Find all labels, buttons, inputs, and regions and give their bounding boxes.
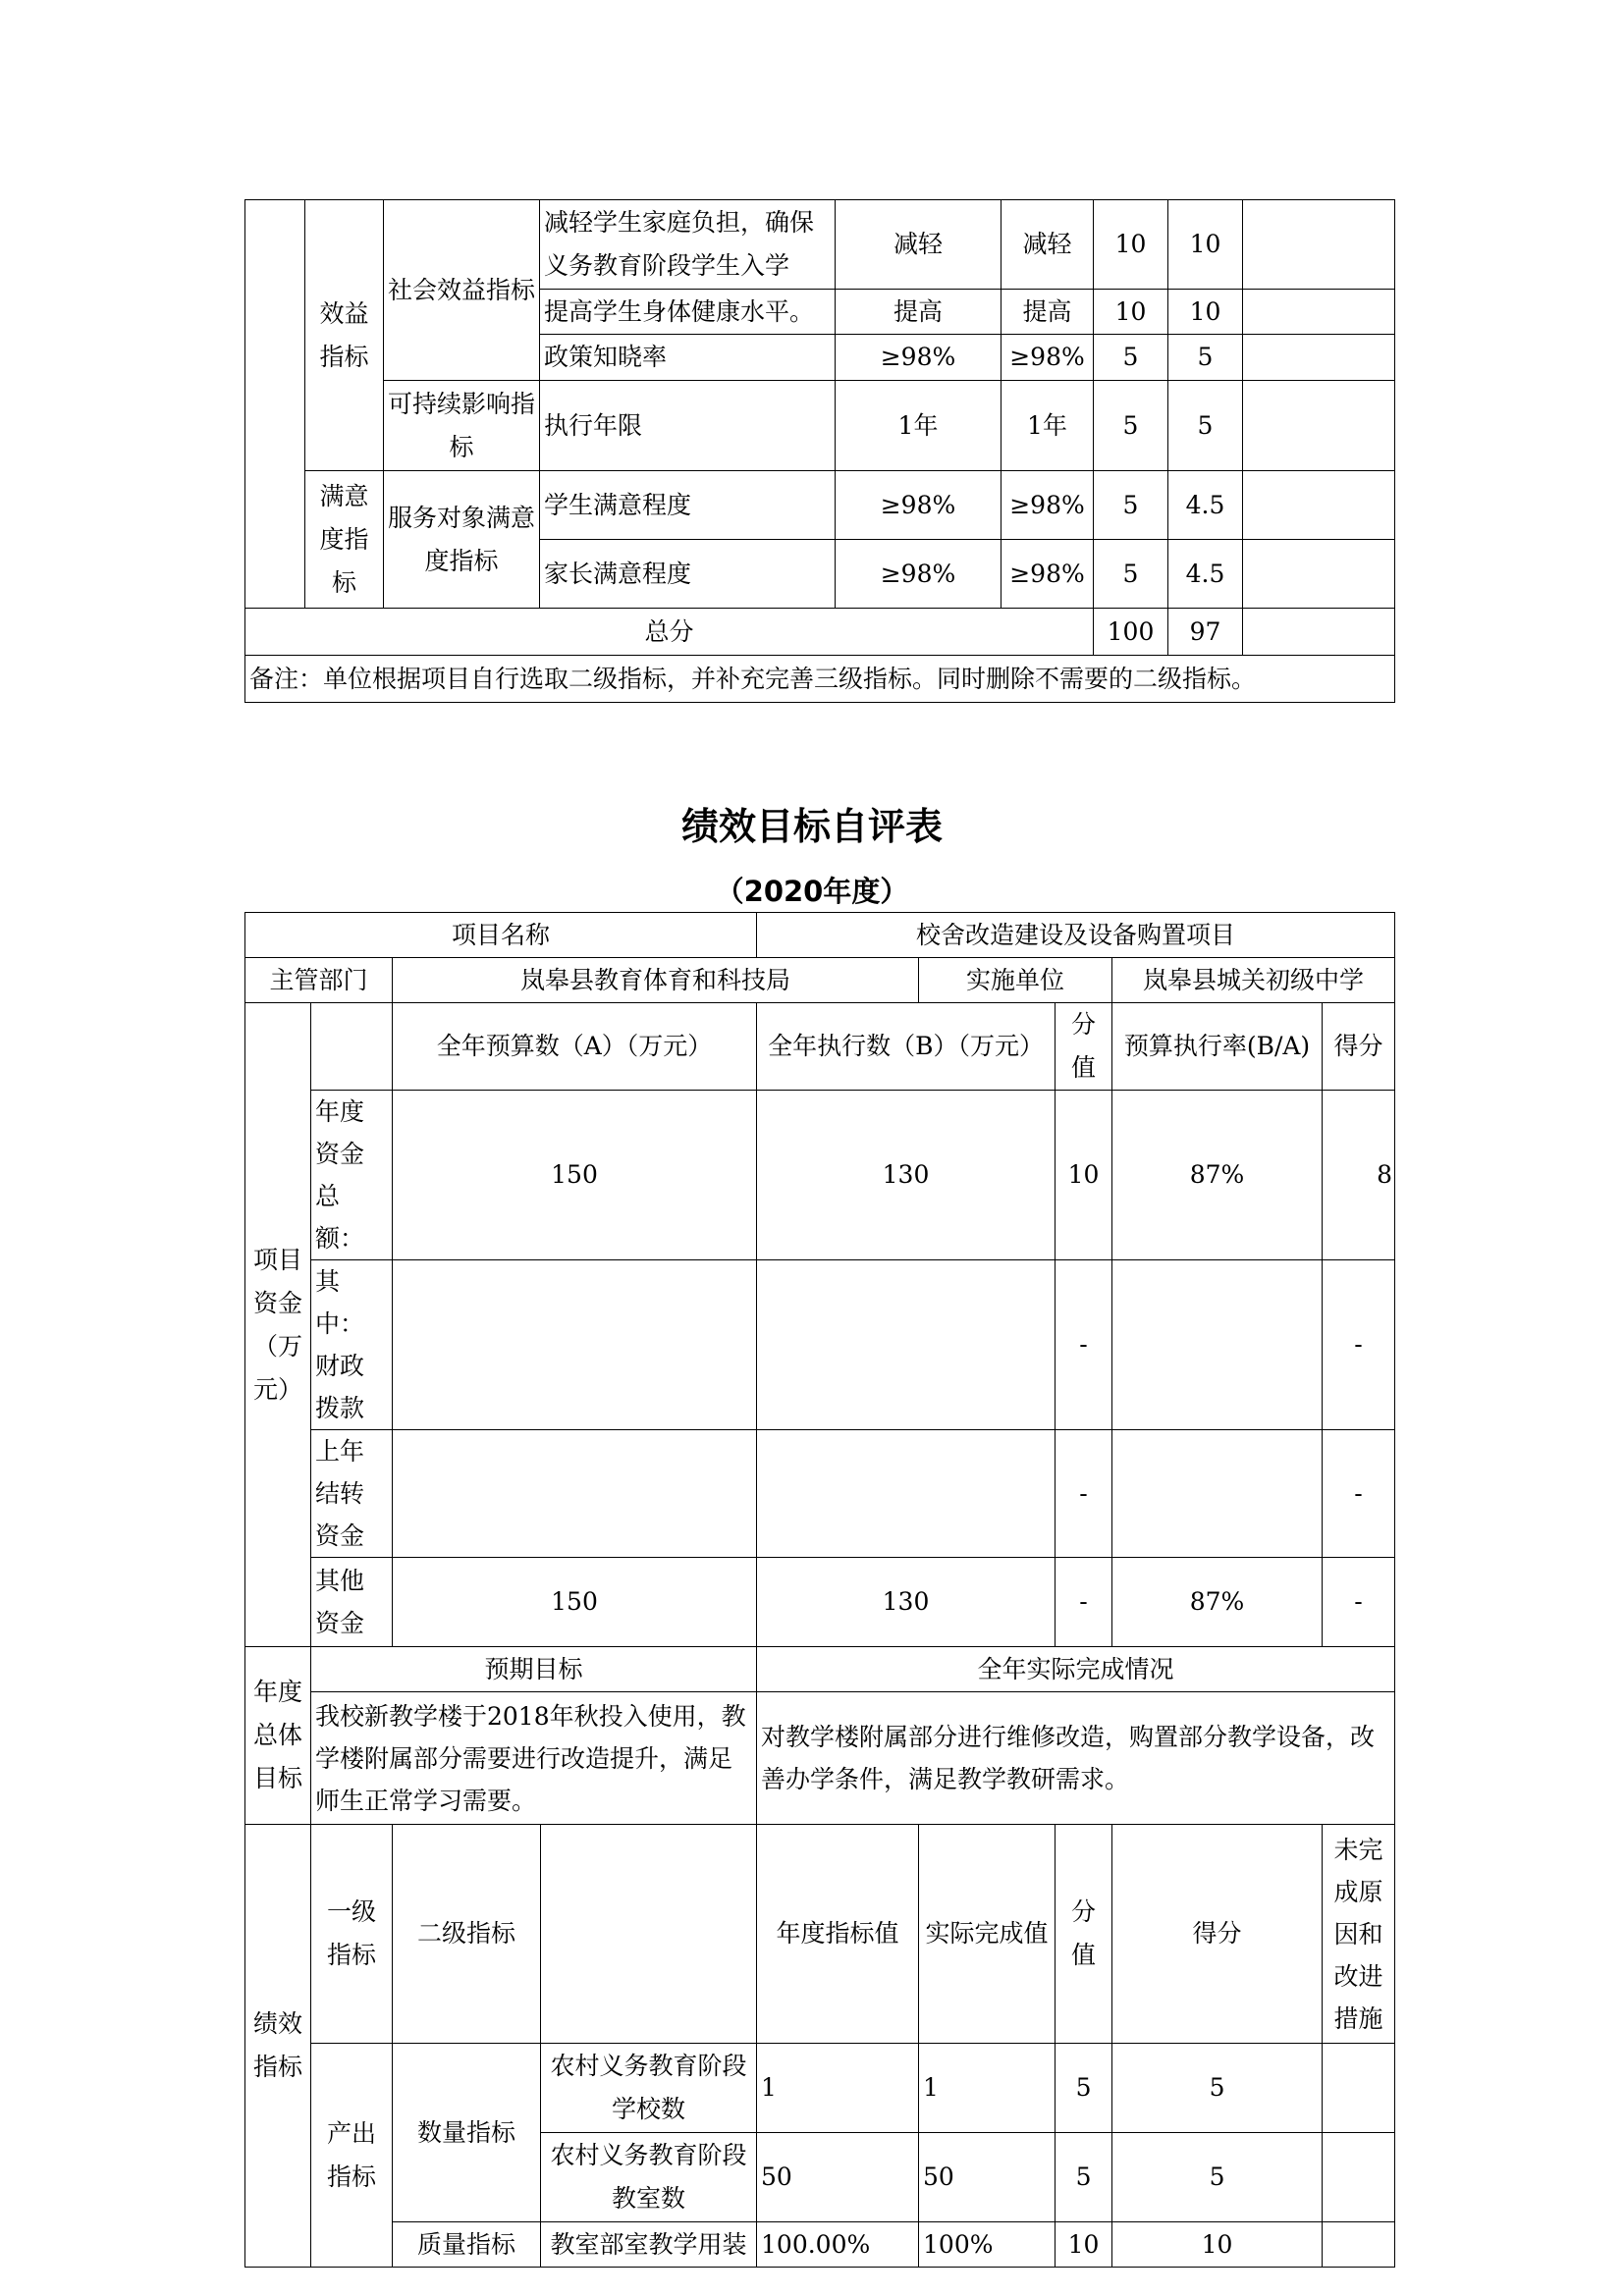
indicator-name: 提高学生身体健康水平。: [540, 290, 836, 335]
indicator-name: 政策知晓率: [540, 335, 836, 381]
impl-label: 实施单位: [919, 958, 1112, 1003]
fund-weight: 10: [1056, 1091, 1112, 1260]
table-note: 备注：单位根据项目自行选取二级指标，并补充完善三级指标。同时删除不需要的二级指标。: [245, 656, 1395, 703]
rate-header: 预算执行率(B/A): [1112, 1003, 1323, 1091]
weight-value: 10: [1094, 290, 1168, 335]
fund-row-label: 年度资金总额：: [311, 1091, 393, 1260]
reason-value: [1323, 2044, 1395, 2133]
perf-label: 绩效指标: [245, 1825, 311, 2268]
fund-executed: [757, 1260, 1056, 1430]
score-header: 得分: [1112, 1825, 1323, 2044]
fund-executed: 130: [757, 1091, 1056, 1260]
service-target-label: 服务对象满意度指标: [384, 471, 540, 609]
fund-score: -: [1323, 1558, 1395, 1647]
fund-rate: 87%: [1112, 1558, 1323, 1647]
remark-cell: [1243, 540, 1395, 609]
indicator-name: 减轻学生家庭负担，确保义务教育阶段学生入学: [540, 200, 836, 290]
score-value: 10: [1168, 290, 1243, 335]
target-value: 减轻: [836, 200, 1001, 290]
remark-cell: [1243, 335, 1395, 381]
reason-value: [1323, 2133, 1395, 2222]
fund-rate: 87%: [1112, 1091, 1323, 1260]
actual-value-header: 实际完成值: [919, 1825, 1056, 2044]
total-label: 总分: [245, 609, 1094, 656]
remark-cell: [1243, 471, 1395, 540]
target-value: ≥98%: [836, 540, 1001, 609]
group-satisfaction-label: 满意度指标: [305, 471, 384, 609]
actual-value: ≥98%: [1001, 335, 1094, 381]
fund-row-label: 上年结转资金: [311, 1430, 393, 1558]
reason-header: 未完成原因和改进措施: [1323, 1825, 1395, 2044]
dept-name: 岚皋县教育体育和科技局: [393, 958, 919, 1003]
expected-label: 预期目标: [311, 1647, 757, 1692]
output-label: 产出指标: [311, 2044, 393, 2268]
target-value: 提高: [836, 290, 1001, 335]
actual-value: 50: [919, 2133, 1056, 2222]
score-value: 4.5: [1168, 471, 1243, 540]
score-value: 5: [1168, 381, 1243, 471]
document-title: 绩效目标自评表: [680, 805, 943, 848]
weight-value: 5: [1094, 471, 1168, 540]
fund-rate: [1112, 1430, 1323, 1558]
sustain-label: 可持续影响指标: [384, 381, 540, 471]
weight-value: 5: [1094, 381, 1168, 471]
target-value: 1年: [836, 381, 1001, 471]
annual-value: 1: [757, 2044, 919, 2133]
weight-value: 5: [1094, 335, 1168, 381]
score-value: 5: [1168, 335, 1243, 381]
remark-cell: [1243, 381, 1395, 471]
annual-goal-label: 年度总体目标: [245, 1647, 311, 1825]
actual-value: ≥98%: [1001, 540, 1094, 609]
dept-label: 主管部门: [245, 958, 393, 1003]
project-name-label: 项目名称: [245, 913, 757, 958]
indicator-name: 执行年限: [540, 381, 836, 471]
benefit-indicator-table: [244, 199, 1395, 703]
indicator-name: 家长满意程度: [540, 540, 836, 609]
weight-value: 10: [1094, 200, 1168, 290]
actual-label: 全年实际完成情况: [757, 1647, 1395, 1692]
level1-header: 一级指标: [311, 1825, 393, 2044]
fund-score: -: [1323, 1430, 1395, 1558]
actual-value: 提高: [1001, 290, 1094, 335]
actual-value: 减轻: [1001, 200, 1094, 290]
fund-rate: [1112, 1260, 1323, 1430]
fund-budget: 150: [393, 1558, 757, 1647]
level2-header: 二级指标: [393, 1825, 541, 2044]
fund-executed: 130: [757, 1558, 1056, 1647]
score-value: 10: [1112, 2222, 1323, 2268]
weight-value: 5: [1056, 2044, 1112, 2133]
blank-cell: [245, 200, 305, 609]
quantity-label: 数量指标: [393, 2044, 541, 2222]
weight-header: 分值: [1056, 1825, 1112, 2044]
group-benefit-label: 效益指标: [305, 200, 384, 471]
fund-budget: [393, 1430, 757, 1558]
indicator-name: 农村义务教育阶段教室数: [541, 2133, 757, 2222]
score-value: 5: [1112, 2133, 1323, 2222]
remark-cell: [1243, 200, 1395, 290]
weight-value: 5: [1094, 540, 1168, 609]
target-value: ≥98%: [836, 471, 1001, 540]
annual-value: 100.00%: [757, 2222, 919, 2268]
fund-score: -: [1323, 1260, 1395, 1430]
fund-weight: -: [1056, 1260, 1112, 1430]
indicator-name: 学生满意程度: [540, 471, 836, 540]
total-score: 97: [1168, 609, 1243, 656]
funds-label: 项目资金（万元）: [245, 1003, 311, 1647]
impl-name: 岚皋县城关初级中学: [1112, 958, 1395, 1003]
social-benefit-label: 社会效益指标: [384, 200, 540, 381]
actual-value: ≥98%: [1001, 471, 1094, 540]
fund-row-label: 其他资金: [311, 1558, 393, 1647]
annual-value: 50: [757, 2133, 919, 2222]
indicator-name: 农村义务教育阶段学校数: [541, 2044, 757, 2133]
weight-header: 分值: [1056, 1003, 1112, 1091]
fund-row-label: 其中：财政拨款: [311, 1260, 393, 1430]
fund-weight: -: [1056, 1558, 1112, 1647]
score-value: 10: [1168, 200, 1243, 290]
weight-value: 5: [1056, 2133, 1112, 2222]
actual-value: 100%: [919, 2222, 1056, 2268]
fund-budget: 150: [393, 1091, 757, 1260]
reason-value: [1323, 2222, 1395, 2268]
fund-score: 8: [1323, 1091, 1395, 1260]
actual-value: 1: [919, 2044, 1056, 2133]
actual-text: 对教学楼附属部分进行维修改造，购置部分教学设备，改善办学条件，满足教学教研需求。: [757, 1692, 1395, 1825]
annual-value-header: 年度指标值: [757, 1825, 919, 2044]
score-value: 4.5: [1168, 540, 1243, 609]
score-header: 得分: [1323, 1003, 1395, 1091]
expected-text: 我校新教学楼于2018年秋投入使用，教学楼附属部分需要进行改造提升，满足师生正常学习需要。: [311, 1692, 757, 1825]
fund-weight: -: [1056, 1430, 1112, 1558]
budget-header: 全年预算数（A）（万元）: [393, 1003, 757, 1091]
weight-value: 10: [1056, 2222, 1112, 2268]
document-year: （2020年度）: [715, 875, 909, 908]
remark-cell: [1243, 290, 1395, 335]
total-weight: 100: [1094, 609, 1168, 656]
quality-label: 质量指标: [393, 2222, 541, 2268]
self-evaluation-table: [244, 912, 1395, 2268]
level3-header: [541, 1825, 757, 2044]
blank-cell: [311, 1003, 393, 1091]
remark-cell: [1243, 609, 1395, 656]
target-value: ≥98%: [836, 335, 1001, 381]
executed-header: 全年执行数（B）（万元）: [757, 1003, 1056, 1091]
project-name: 校舍改造建设及设备购置项目: [757, 913, 1395, 958]
score-value: 5: [1112, 2044, 1323, 2133]
actual-value: 1年: [1001, 381, 1094, 471]
indicator-name: 教室部室教学用装: [541, 2222, 757, 2268]
fund-executed: [757, 1430, 1056, 1558]
fund-budget: [393, 1260, 757, 1430]
